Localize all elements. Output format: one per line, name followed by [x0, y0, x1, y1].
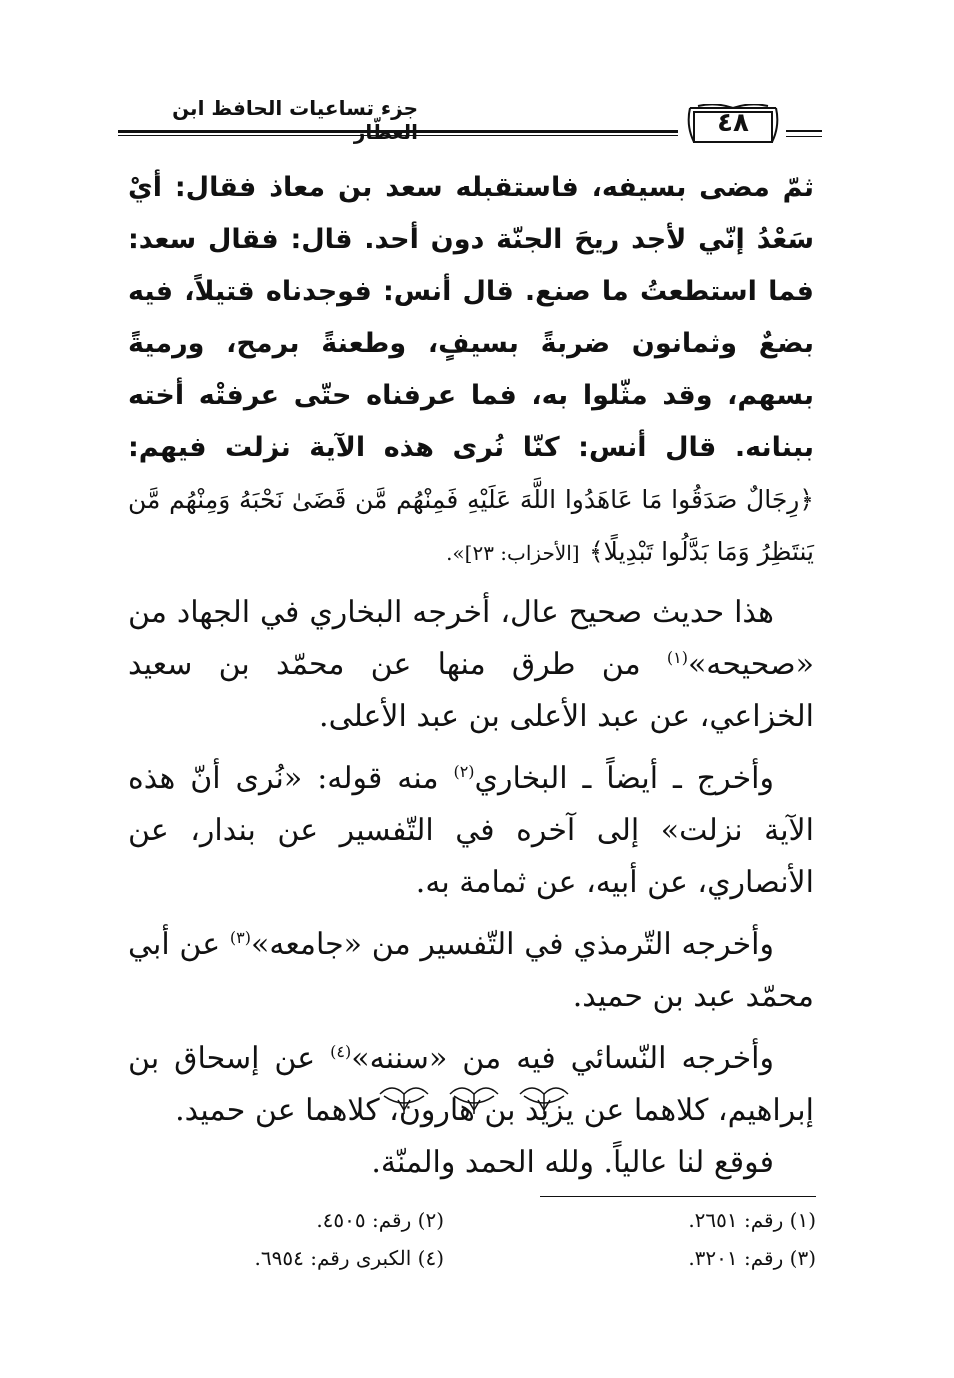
text: عن إسحاق بن إبراهيم، كلاهما عن يزيد بن هارون، كلاهما عن حميد.: [128, 1041, 814, 1128]
footnote-1: (١) رقم: ٢٦٥١.: [688, 1208, 816, 1232]
running-title: جزء تساعيات الحافظ ابن العطّار: [172, 96, 418, 144]
footnote-ref[interactable]: (٣): [229, 928, 252, 947]
fleuron-icon: [370, 1080, 580, 1120]
page-header: [118, 88, 818, 144]
sentence-end: .: [446, 541, 453, 565]
paragraph-tirmidhi: [128, 919, 814, 1023]
footnote-ref[interactable]: (٤): [330, 1042, 352, 1061]
section-ornaments: [370, 1080, 580, 1120]
hadith-text: ثمّ مضى بسيفه، فاستقبله سعد بن معاذ فقال: أيْ سَعْدُ إنّي لأجد ريحَ الجنّة دون أحد. قال: فقال سعد: فما استطعتُ ما صنع. قال أنس: فوجدناه قتيلاً، فيه بضعٌ وثمانون ضربةً بسيفٍ، وطعنةً برمح، ورميةً بسهم، وقد مثّلوا به، فما عرفناه حتّى عرفتْه أخته ببنانه. قال أنس: كنّا نُرى هذه الآية نزلت فيهم:: [128, 172, 814, 463]
footnote-4: (٤) الكبرى رقم: ٦٩٥٤.: [254, 1246, 444, 1270]
paragraph-bukhari: [128, 587, 814, 743]
footnote-ref[interactable]: (٢): [453, 762, 475, 781]
paragraph-hadith: [128, 162, 814, 579]
text: عن أبي محمّد عبد بن حميد.: [128, 927, 814, 1014]
paragraph-closing: فوقع لنا عالياً. ولله الحمد والمنّة.: [371, 1145, 774, 1180]
footnote-ref[interactable]: (١): [666, 648, 688, 667]
footnote-separator: [540, 1196, 816, 1197]
page-number-frame: [686, 104, 780, 148]
footnote-3: (٣) رقم: ٣٢٠١.: [688, 1246, 816, 1270]
text: منه قوله: «نُرى أنّ هذه الآية نزلت» إلى آخره في التّفسير عن بندار، عن الأنصاري، عن أبيه، عن ثمامة به.: [128, 761, 814, 900]
quran-verse: ﴿رِجَالٌ صَدَقُوا مَا عَاهَدُوا اللَّهَ عَلَيْهِ فَمِنْهُم مَّن قَضَىٰ نَحْبَهُ وَمِنْهُم مَّن يَنتَظِرُ وَمَا بَدَّلُوا تَبْدِيلًا﴾: [128, 485, 814, 566]
paragraph-bukhari-2: [128, 753, 814, 909]
header-rule: [118, 130, 678, 133]
quran-reference: [الأحزاب: ٢٣]»: [452, 541, 580, 565]
header-rule-thin: [118, 135, 678, 136]
text: من طرق منها عن محمّد بن سعيد الخزاعي، عن عبد الأعلى بن عبد الأعلى.: [128, 647, 814, 734]
footnote-2: (٢) رقم: ٤٥٠٥.: [316, 1208, 444, 1232]
text: وأخرجه النّسائي فيه من «سننه»: [351, 1041, 774, 1076]
header-rule-right: [786, 130, 822, 132]
text: هذا حديث صحيح عال، أخرجه البخاري في الجهاد من «صحيحه»: [128, 595, 814, 682]
main-text: [128, 162, 814, 1189]
text: وأخرج ـ أيضاً ـ البخاري: [474, 761, 774, 796]
text: وأخرجه التّرمذي في التّفسير من «جامعه»: [251, 927, 775, 962]
page-number: ٤٨: [717, 108, 749, 138]
header-rule-right-thin: [786, 136, 822, 137]
